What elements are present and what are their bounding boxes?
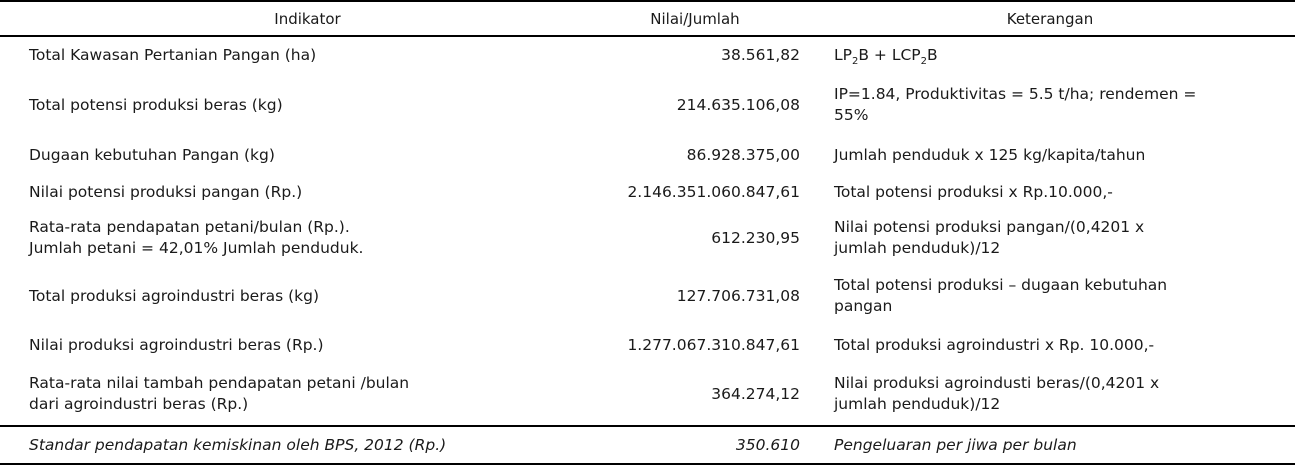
table-row [0,364,1295,424]
cell-keterangan [834,37,1279,74]
cell-keterangan: Jumlah penduduk x 125 kg/kapita/tahun [834,145,1146,164]
formula-lp2b-lcp2b: $LP_2B + LCP_2B$ [834,46,938,68]
table-row-footer [0,427,1295,463]
cell-keterangan: Nilai potensi produksi pangan/(0,4201 x jumlah penduduk)/12 [834,218,1145,257]
cell-indikator: Nilai potensi produksi pangan (Rp.) [29,182,303,201]
cell-nilai: 127.706.731,08 [676,286,800,305]
table-row [0,326,1295,364]
cell-nilai: 38.561,82 [721,46,800,64]
header-keterangan: Keterangan [1006,9,1094,28]
cell-indikator: Standar pendapatan kemiskinan oleh BPS, 2012 (Rp.) [29,435,447,454]
header-indikator: Indikator [274,9,341,28]
table-row [0,74,1295,136]
table-row [0,266,1295,326]
cell-keterangan: IP=1.84, Produktivitas = 5.5 t/ha; rendemen = 55% [834,85,1197,124]
cell-nilai: 2.146.351.060.847,61 [627,182,800,201]
cell-keterangan: Pengeluaran per jiwa per bulan [834,435,1077,454]
cell-keterangan: Total produksi agroindustri x Rp. 10.000,- [834,335,1155,354]
cell-indikator: Total Kawasan Pertanian Pangan (ha) [29,46,317,64]
header-nilai-jumlah: Nilai/Jumlah [650,9,740,28]
cell-indikator: Total produksi agroindustri beras (kg) [29,286,319,305]
cell-nilai: 350.610 [735,435,800,454]
table-row [0,210,1295,266]
cell-indikator: Nilai produksi agroindustri beras (Rp.) [29,335,324,354]
cell-nilai: 86.928.375,00 [686,145,800,164]
cell-nilai: 364.274,12 [711,384,800,403]
cell-nilai: 612.230,95 [711,228,800,247]
cell-keterangan: Nilai produksi agroindusti beras/(0,4201 x jumlah penduduk)/12 [834,374,1160,413]
cell-nilai: 214.635.106,08 [676,95,800,114]
cell-indikator: Rata-rata nilai tambah pendapatan petani /bulan dari agroindustri beras (Rp.) [29,374,410,413]
cell-indikator: Dugaan kebutuhan Pangan (kg) [29,145,275,164]
cell-keterangan: Total potensi produksi – dugaan kebutuhan pangan [834,276,1168,315]
cell-indikator: Rata-rata pendapatan petani/bulan (Rp.). Jumlah petani = 42,01% Jumlah penduduk. [29,218,364,257]
table-row [0,174,1295,210]
cell-indikator: Total potensi produksi beras (kg) [29,95,283,114]
cell-nilai: 1.277.067.310.847,61 [627,335,800,354]
table-row [0,136,1295,174]
table-row [0,37,1295,74]
cell-keterangan: Total potensi produksi x Rp.10.000,- [834,182,1113,201]
